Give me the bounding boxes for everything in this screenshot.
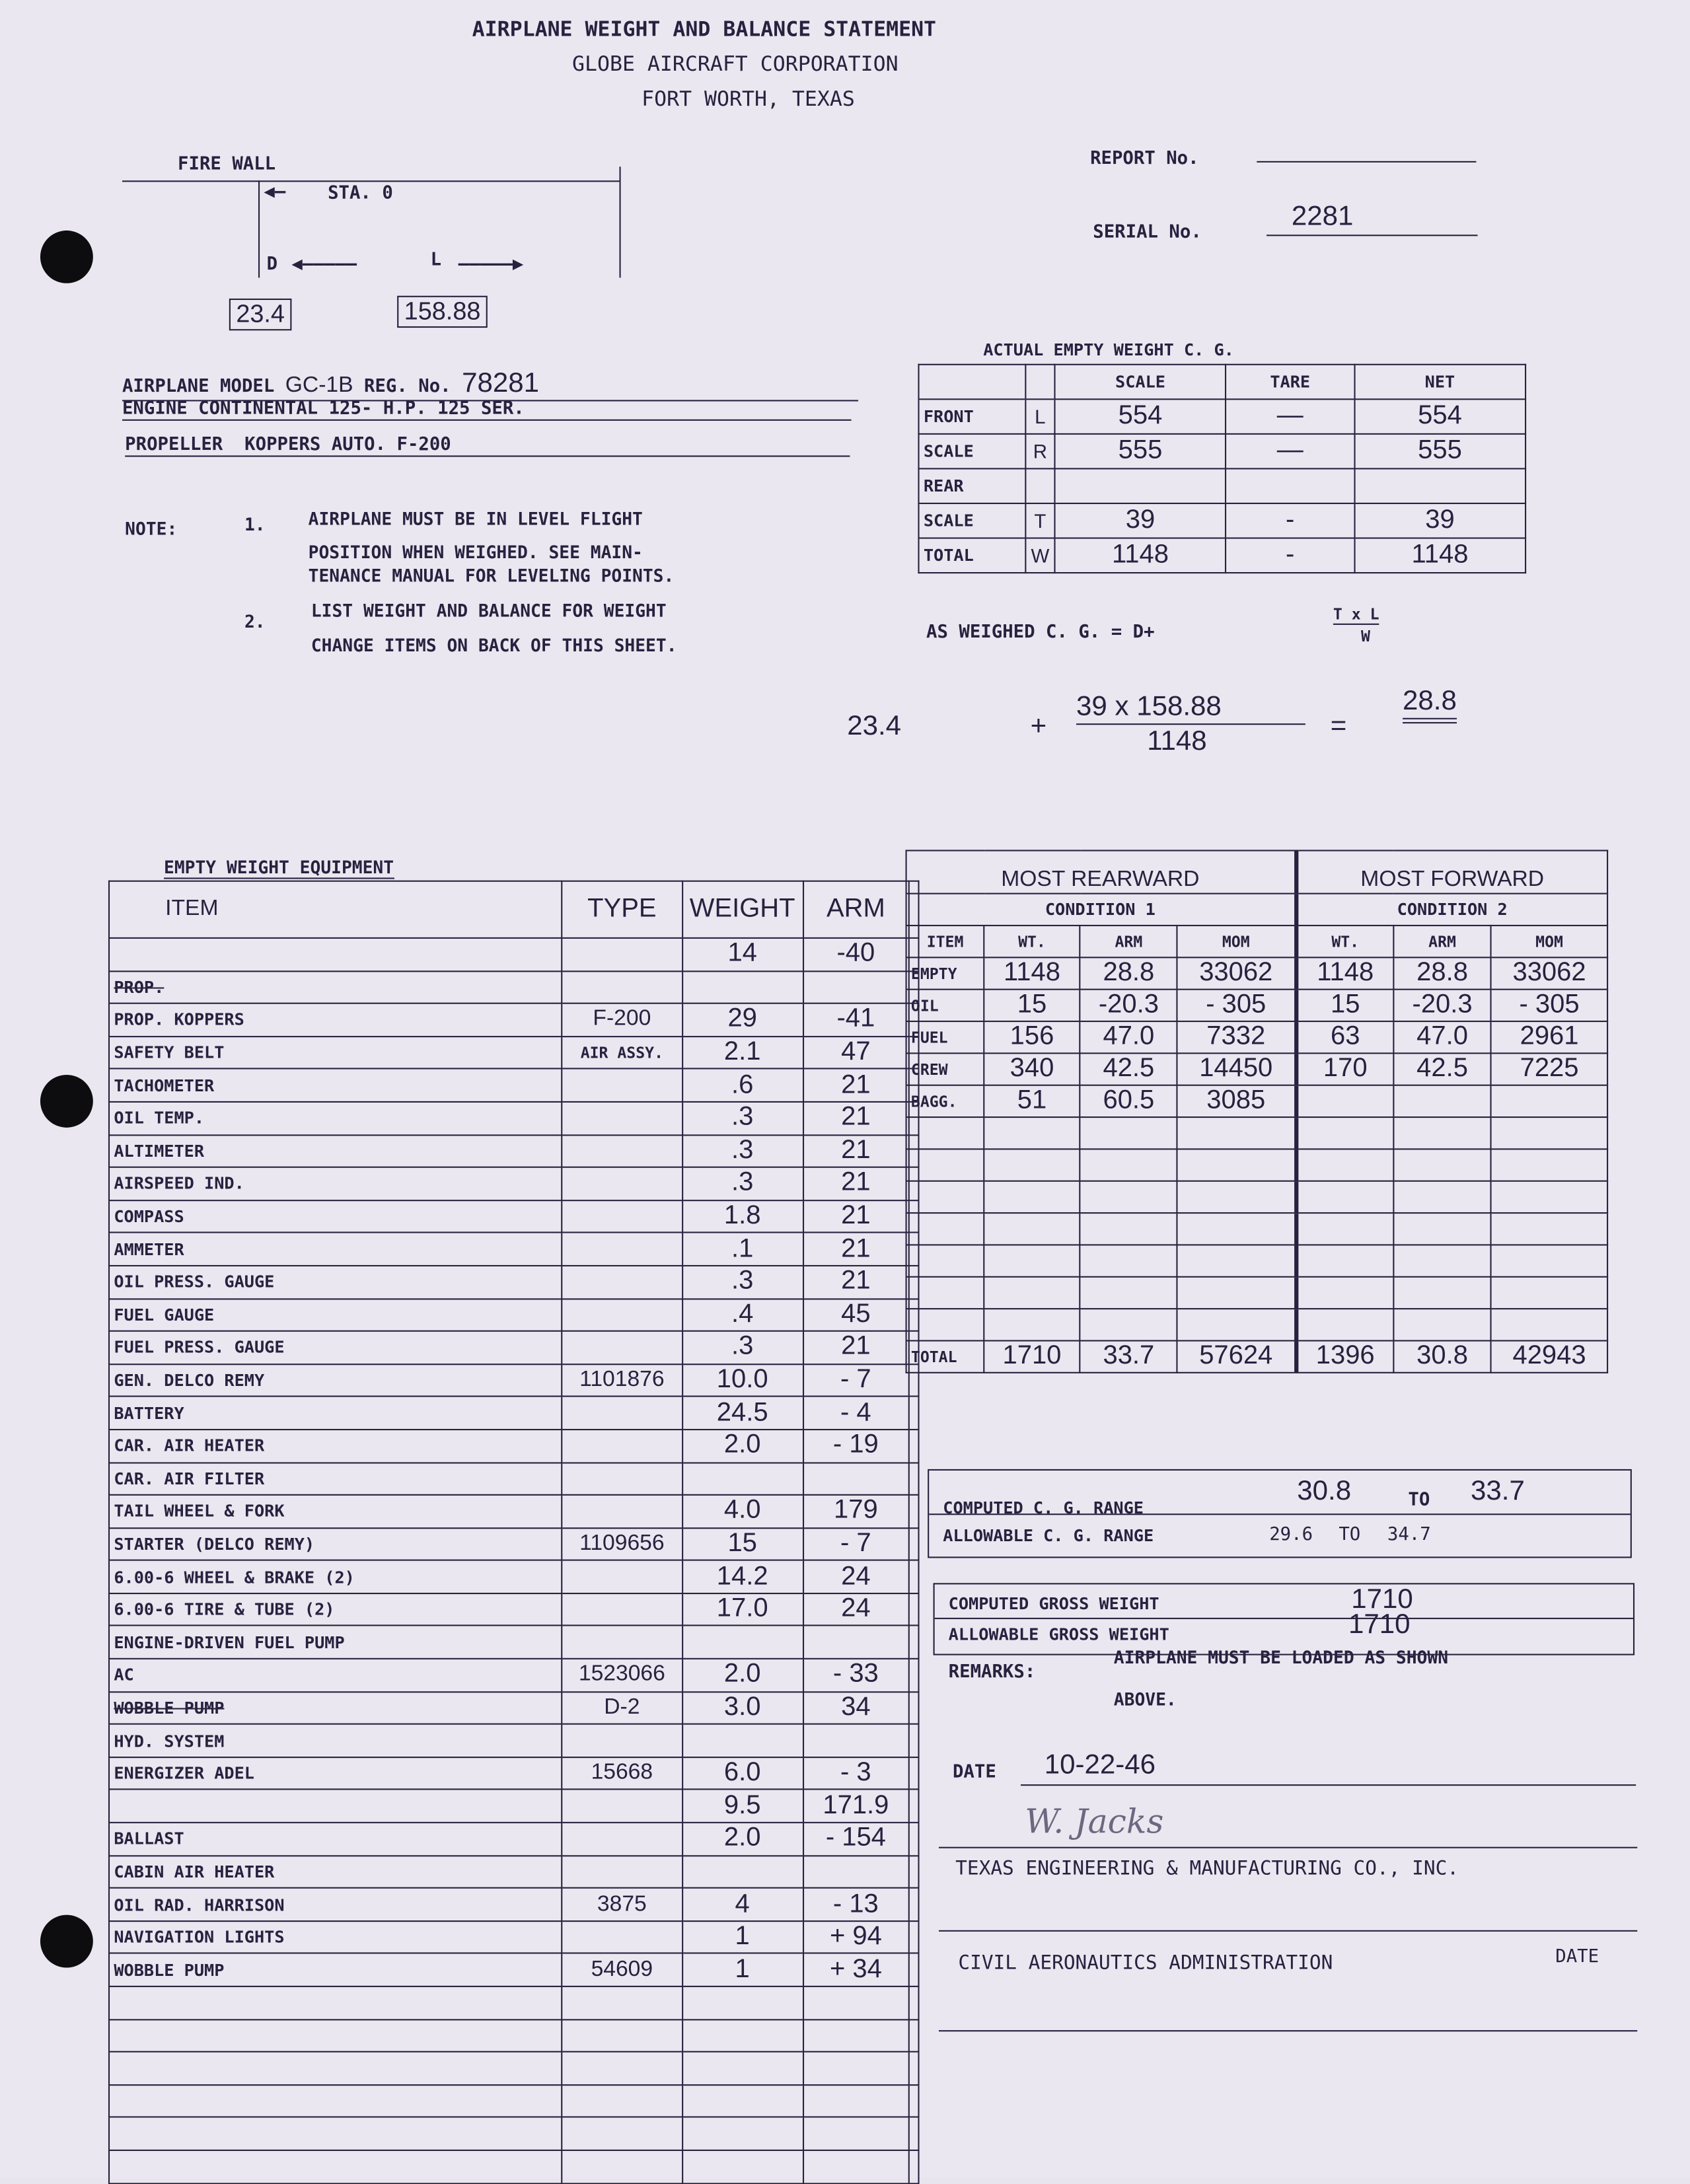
loading-value: 51: [984, 1085, 1080, 1117]
equipment-type: [562, 1856, 682, 1889]
equipment-row: [109, 1888, 918, 1921]
equipment-weight: 14: [682, 938, 803, 971]
equipment-row: [109, 1593, 918, 1626]
loading-value: 3085: [1177, 1085, 1296, 1117]
loading-value: 156: [984, 1021, 1080, 1053]
equipment-row: [109, 1331, 918, 1364]
equipment-weight: 1: [682, 1921, 803, 1954]
equipment-arm: -40: [803, 938, 909, 971]
actual-weight-row: [918, 538, 1525, 573]
equipment-row: [109, 1724, 918, 1757]
equipment-arm: - 19: [803, 1430, 909, 1463]
equipment-weight: .3: [682, 1331, 803, 1364]
equipment-weight: .3: [682, 1102, 803, 1135]
equipment-arm: [803, 1462, 909, 1495]
equipment-item: ALTIMETER: [109, 1134, 562, 1167]
equipment-item: WOBBLE PUMP: [109, 1692, 562, 1725]
equipment-arm: 21: [803, 1266, 909, 1299]
equipment-weight: 1: [682, 1953, 803, 1986]
loading-value: -20.3: [1393, 990, 1491, 1021]
loading-value: 2961: [1491, 1021, 1607, 1053]
airplane-model-line: AIRPLANE MODEL GC-1B REG. No. 78281: [122, 368, 858, 401]
equipment-arm: 24: [803, 1593, 909, 1626]
equipment-arm: 45: [803, 1298, 909, 1331]
net-value: 555: [1354, 434, 1525, 469]
equipment-row: [109, 1659, 918, 1692]
loading-value: 33062: [1177, 957, 1296, 989]
equipment-row: [109, 1134, 918, 1167]
equipment-arm: - 154: [803, 1823, 909, 1856]
equipment-weight: [682, 1856, 803, 1889]
equipment-type: [562, 1397, 682, 1430]
remarks-text-2: ABOVE.: [1113, 1689, 1177, 1710]
column-header: ARM: [1393, 926, 1491, 957]
equipment-item: OIL RAD. HARRISON: [109, 1888, 562, 1921]
equipment-title: EMPTY WEIGHT EQUIPMENT: [164, 857, 394, 879]
loading-value: - 305: [1177, 990, 1296, 1021]
tare-value: [1226, 468, 1354, 503]
equipment-weight: 2.0: [682, 1430, 803, 1463]
equipment-type: 15668: [562, 1757, 682, 1790]
loading-value: 14450: [1177, 1053, 1296, 1085]
punch-hole: [40, 231, 93, 283]
equipment-weight: .6: [682, 1069, 803, 1102]
total-label: TOTAL: [906, 1340, 984, 1372]
equipment-type: 54609: [562, 1953, 682, 1986]
net-value: 554: [1354, 399, 1525, 434]
equipment-item: OIL PRESS. GAUGE: [109, 1266, 562, 1299]
equipment-item: PROP. KOPPERS: [109, 1003, 562, 1037]
station-label: STA. 0: [328, 183, 393, 204]
equipment-item: STARTER (DELCO REMY): [109, 1528, 562, 1561]
location: FORT WORTH, TEXAS: [642, 86, 855, 112]
equipment-item: CAR. AIR HEATER: [109, 1430, 562, 1463]
actual-weight-row: [918, 434, 1525, 469]
column-header: WT.: [1296, 926, 1393, 957]
loading-value: 42.5: [1080, 1053, 1177, 1085]
net-value: 1148: [1354, 538, 1525, 573]
tare-value: -: [1226, 538, 1354, 573]
equipment-item: WOBBLE PUMP: [109, 1953, 562, 1986]
equipment-type: [562, 1921, 682, 1954]
equipment-type: [562, 1593, 682, 1626]
equipment-item: TACHOMETER: [109, 1069, 562, 1102]
equipment-arm: 34: [803, 1692, 909, 1725]
equipment-row: [109, 1003, 918, 1037]
loading-value: - 305: [1491, 990, 1607, 1021]
actual-cg-title: ACTUAL EMPTY WEIGHT C. G.: [983, 340, 1234, 360]
equipment-row: [109, 1790, 918, 1823]
manufacturer: TEXAS ENGINEERING & MANUFACTURING CO., INC.: [955, 1858, 1459, 1881]
caa-date-label: DATE: [1555, 1947, 1599, 1968]
loading-value: 60.5: [1080, 1085, 1177, 1117]
equipment-item: CABIN AIR HEATER: [109, 1856, 562, 1889]
remarks-text: AIRPLANE MUST BE LOADED AS SHOWN: [1113, 1646, 1449, 1668]
scale-key: T: [1025, 503, 1054, 538]
equipment-item: [109, 1790, 562, 1823]
l-label: L: [430, 250, 442, 271]
fire-wall-label: FIRE WALL: [178, 154, 276, 175]
equipment-row: [109, 1626, 918, 1659]
tare-value: -: [1226, 503, 1354, 538]
equipment-arm: - 13: [803, 1888, 909, 1921]
equipment-weight: 29: [682, 1003, 803, 1037]
equipment-row: [109, 1953, 918, 1986]
equipment-item: PROP.: [109, 970, 562, 1003]
equipment-row: [109, 1921, 918, 1954]
loading-value: 28.8: [1393, 957, 1491, 989]
equipment-type: [562, 1331, 682, 1364]
loading-row: [906, 957, 1608, 989]
formula-denominator: W: [1360, 628, 1370, 646]
formula-numerator: T x L: [1333, 605, 1379, 624]
equipment-arm: 47: [803, 1037, 909, 1070]
loading-value: 63: [1296, 1021, 1393, 1053]
equipment-row: [109, 1364, 918, 1397]
loading-value: 28.8: [1080, 957, 1177, 989]
equipment-row: [109, 938, 918, 971]
punch-hole: [40, 1915, 93, 1968]
equipment-type: 3875: [562, 1888, 682, 1921]
d-value: 23.4: [229, 299, 292, 330]
scale-group: TOTAL: [918, 538, 1025, 573]
equipment-weight: .3: [682, 1134, 803, 1167]
scale-group: SCALE: [918, 434, 1025, 469]
equipment-row: [109, 1037, 918, 1070]
serial-no: 2281: [1291, 201, 1354, 233]
equipment-weight: 24.5: [682, 1397, 803, 1430]
equipment-item: ENERGIZER ADEL: [109, 1757, 562, 1790]
loading-row: [906, 1021, 1608, 1053]
equipment-weight: 10.0: [682, 1364, 803, 1397]
equipment-weight: 15: [682, 1528, 803, 1561]
cg-formula: AS WEIGHED C. G. = D+: [926, 622, 1155, 643]
equipment-arm: [803, 1626, 909, 1659]
equipment-row: [109, 1462, 918, 1495]
equipment-type: [562, 1298, 682, 1331]
net-value: [1354, 468, 1525, 503]
equipment-item: CAR. AIR FILTER: [109, 1462, 562, 1495]
actual-weight-row: [918, 503, 1525, 538]
equipment-arm: 21: [803, 1134, 909, 1167]
equipment-weight: [682, 1724, 803, 1757]
equipment-weight: .1: [682, 1233, 803, 1266]
total-row: [906, 1340, 1608, 1372]
loading-value: 7225: [1491, 1053, 1607, 1085]
equipment-row: [109, 1528, 918, 1561]
equipment-type: AIR ASSY.: [562, 1037, 682, 1070]
equipment-weight: 2.0: [682, 1823, 803, 1856]
equipment-type: [562, 1724, 682, 1757]
loading-value: 340: [984, 1053, 1080, 1085]
caa-label: CIVIL AERONAUTICS ADMINISTRATION: [958, 1952, 1333, 1975]
equipment-row: [109, 1560, 918, 1593]
equipment-type: [562, 1560, 682, 1593]
loading-item: CREW: [906, 1053, 984, 1085]
equipment-row: [109, 1266, 918, 1299]
loading-value: 15: [984, 990, 1080, 1021]
equipment-weight: 17.0: [682, 1593, 803, 1626]
loading-value: 170: [1296, 1053, 1393, 1085]
equipment-row: [109, 1069, 918, 1102]
equipment-type: [562, 938, 682, 971]
equipment-row: [109, 970, 918, 1003]
gross-weight-box: COMPUTED GROSS WEIGHT 1710 ALLOWABLE GROSS WEIGHT 1710: [934, 1583, 1635, 1655]
equipment-type: [562, 1102, 682, 1135]
loading-row: [906, 990, 1608, 1021]
equipment-weight: 9.5: [682, 1790, 803, 1823]
scale-value: 1148: [1054, 538, 1226, 573]
equipment-arm: 24: [803, 1560, 909, 1593]
loading-conditions-table: MOST REARWARD MOST FORWARD CONDITION 1 CONDITION 2 ITEM WT. ARM MOM WT. ARM MOM EMPTY 1148 28.8 33062 1148 28.8 33062 OIL 15 -20.3 - 305 15 -20.3 - 305 FUEL 156 47.0 7332 63 47.0 2961 CREW 340 42.5 14450 170 42.5 7225 BAGG. 51 60.5 3085 TOTAL 1710 33.7 57624 1396 30.8 42943: [906, 850, 1609, 1373]
scale-group: FRONT: [918, 399, 1025, 434]
equipment-arm: 21: [803, 1167, 909, 1200]
equipment-type: [562, 1167, 682, 1200]
equipment-row: [109, 1102, 918, 1135]
loading-row: [906, 1053, 1608, 1085]
equipment-item: HYD. SYSTEM: [109, 1724, 562, 1757]
scale-key: L: [1025, 399, 1054, 434]
actual-weight-row: [918, 399, 1525, 434]
equipment-row: [109, 1757, 918, 1790]
loading-item: BAGG.: [906, 1085, 984, 1117]
column-header: ITEM: [906, 926, 984, 957]
loading-value: [1393, 1085, 1491, 1117]
equipment-weight: [682, 1626, 803, 1659]
equipment-type: [562, 1134, 682, 1167]
equipment-type: [562, 1233, 682, 1266]
equipment-item: FUEL GAUGE: [109, 1298, 562, 1331]
loading-row: [906, 1085, 1608, 1117]
serial-no-label: SERIAL No.: [1093, 222, 1202, 243]
loading-value: 7332: [1177, 1021, 1296, 1053]
loading-item: EMPTY: [906, 957, 984, 989]
equipment-item: TAIL WHEEL & FORK: [109, 1495, 562, 1528]
equipment-item: AIRSPEED IND.: [109, 1167, 562, 1200]
total-value: 1710: [984, 1340, 1080, 1372]
equipment-arm: 21: [803, 1102, 909, 1135]
total-value: 42943: [1491, 1340, 1607, 1372]
loading-value: 47.0: [1080, 1021, 1177, 1053]
equipment-type: [562, 1462, 682, 1495]
equipment-row: [109, 1298, 918, 1331]
equipment-type: [562, 1626, 682, 1659]
engine-line: ENGINE CONTINENTAL 125- H.P. 125 SER.: [122, 398, 852, 421]
equipment-item: BATTERY: [109, 1397, 562, 1430]
equipment-type: [562, 1200, 682, 1233]
equipment-item: ENGINE-DRIVEN FUEL PUMP: [109, 1626, 562, 1659]
equipment-item: AC: [109, 1659, 562, 1692]
date-label: DATE: [952, 1762, 996, 1783]
total-value: 30.8: [1393, 1340, 1491, 1372]
equipment-arm: 179: [803, 1495, 909, 1528]
scale-group: SCALE: [918, 503, 1025, 538]
equipment-arm: - 7: [803, 1528, 909, 1561]
equipment-item: 6.00-6 TIRE & TUBE (2): [109, 1593, 562, 1626]
equipment-weight: [682, 970, 803, 1003]
actual-weight-row: [918, 468, 1525, 503]
equipment-type: [562, 1823, 682, 1856]
equipment-row: [109, 1200, 918, 1233]
date-value: 10-22-46: [1044, 1749, 1156, 1780]
column-header: WT.: [984, 926, 1080, 957]
equipment-item: 6.00-6 WHEEL & BRAKE (2): [109, 1560, 562, 1593]
equipment-arm: - 3: [803, 1757, 909, 1790]
loading-value: 15: [1296, 990, 1393, 1021]
scale-key: W: [1025, 538, 1054, 573]
equipment-row: [109, 1856, 918, 1889]
loading-value: 1148: [984, 957, 1080, 989]
equipment-type: 1523066: [562, 1659, 682, 1692]
scale-value: [1054, 468, 1226, 503]
d-label: D: [266, 254, 278, 275]
equipment-arm: - 33: [803, 1659, 909, 1692]
equipment-item: AMMETER: [109, 1233, 562, 1266]
equipment-weight: 1.8: [682, 1200, 803, 1233]
equipment-table: ITEM TYPE WEIGHT ARM 14 -40 PROP. PROP. KOPPERS F-200 29 -41 SAFETY BELT AIR ASSY. 2.1 47 TACHOMETER .6 21 OIL TEMP. .3 21 ALTIMETER .3 21 AIRSPEED IND. .3 21 COMPASS 1.8 21 AMMETER .1 21 OIL PRESS. GAUGE .3 21 FUEL GAUGE .4 45 FUEL PRESS. GAUGE .3 21 GEN. DELCO REMY 1101876 10.0 - 7 BATTERY 24.5 - 4 CAR. AIR HEATER 2.0 - 19 CAR. AIR FILTER TAIL WHEEL & FORK 4.0 179 STARTER (DELCO REMY) 1109656 15 - 7 6.00-6 WHEEL & BRAKE (2) 14.2 24 6.00-6 TIRE & TUBE (2) 17.0 24 ENGINE-DRIVEN FUEL PUMP AC 1523066 2.0 - 33 WOBBLE PUMP D-2 3.0 34 HYD. SYSTEM ENERGIZER ADEL 15668 6.0 - 3 9.5 171.9 BALLAST 2.0 - 154 CABIN AIR HEATER OIL RAD. HARRISON 3875 4 - 13 NAVIGATION LIGHTS 1 + 94 WOBBLE PUMP 54609 1 + 34: [108, 881, 920, 2184]
total-value: 1396: [1296, 1340, 1393, 1372]
scale-key: [1025, 468, 1054, 503]
equipment-arm: - 4: [803, 1397, 909, 1430]
equipment-type: [562, 1069, 682, 1102]
l-value: 158.88: [397, 296, 488, 328]
doc-title: AIRPLANE WEIGHT AND BALANCE STATEMENT: [472, 17, 937, 42]
signature: W. Jacks: [1025, 1802, 1164, 1842]
equipment-type: 1109656: [562, 1528, 682, 1561]
loading-value: 1148: [1296, 957, 1393, 989]
equipment-arm: 171.9: [803, 1790, 909, 1823]
loading-value: -20.3: [1080, 990, 1177, 1021]
total-value: 57624: [1177, 1340, 1296, 1372]
cg-range-box: COMPUTED C. G. RANGE 30.8 TO 33.7 ALLOWABLE C. G. RANGE 29.6 TO 34.7: [928, 1469, 1632, 1558]
net-value: 39: [1354, 503, 1525, 538]
equipment-weight: 3.0: [682, 1692, 803, 1725]
equipment-type: [562, 1495, 682, 1528]
equipment-weight: 6.0: [682, 1757, 803, 1790]
equipment-row: [109, 1167, 918, 1200]
equipment-row: [109, 1430, 918, 1463]
equipment-type: [562, 970, 682, 1003]
equipment-item: OIL TEMP.: [109, 1102, 562, 1135]
equipment-weight: 14.2: [682, 1560, 803, 1593]
equipment-arm: [803, 1856, 909, 1889]
column-header: MOM: [1177, 926, 1296, 957]
equipment-item: COMPASS: [109, 1200, 562, 1233]
equipment-arm: + 34: [803, 1953, 909, 1986]
equipment-type: F-200: [562, 1003, 682, 1037]
equipment-weight: .4: [682, 1298, 803, 1331]
equipment-weight: .3: [682, 1266, 803, 1299]
scale-group: REAR: [918, 468, 1025, 503]
loading-value: 47.0: [1393, 1021, 1491, 1053]
equipment-type: [562, 1790, 682, 1823]
equipment-weight: 2.0: [682, 1659, 803, 1692]
equipment-arm: [803, 970, 909, 1003]
equipment-arm: 21: [803, 1200, 909, 1233]
equipment-type: 1101876: [562, 1364, 682, 1397]
loading-item: OIL: [906, 990, 984, 1021]
actual-weight-table: SCALE TARE NET FRONT L 554 — 554 SCALE R 555 — 555 REAR SCALE T 39 - 39 TOTAL W 1148 - 1148: [918, 364, 1526, 573]
equipment-row: [109, 1823, 918, 1856]
equipment-weight: 2.1: [682, 1037, 803, 1070]
propeller-line: PROPELLER KOPPERS AUTO. F-200: [125, 435, 850, 457]
scale-key: R: [1025, 434, 1054, 469]
loading-value: [1296, 1085, 1393, 1117]
equipment-row: [109, 1495, 918, 1528]
equipment-type: D-2: [562, 1692, 682, 1725]
company: GLOBE AIRCRAFT CORPORATION: [572, 51, 899, 77]
equipment-item: BALLAST: [109, 1823, 562, 1856]
loading-value: 42.5: [1393, 1053, 1491, 1085]
loading-item: FUEL: [906, 1021, 984, 1053]
equipment-weight: .3: [682, 1167, 803, 1200]
weight-balance-statement: AIRPLANE WEIGHT AND BALANCE STATEMENT GLOBE AIRCRAFT CORPORATION FORT WORTH, TEXAS FIRE WALL ◀— STA. 0 D ◀————— L —————▶ 23.4 158.88 REPORT No. SERIAL No. 2281 AIRPLANE MODEL GC-1B REG. No. 78281 ENGINE CONTINENTAL 125- H.P. 125 SER. PROPELLER KOPPERS AUTO. F-200 NOTE: 1. AIRPLANE MUST BE IN LEVEL FLIGHT POSITION WHEN WEIGHED. SEE MAIN- TENANCE MANUAL FOR LEVELING POINTS. 2. LIST WEIGHT AND BALANCE FOR WEIGHT CHANGE ITEMS ON BACK OF THIS SHEET. ACTUAL EMPTY WEIGHT C. G. SCALE TARE NET FRONT L 554 — 554 SCALE R 555 — 555 REAR SCALE T 39 - 39 TOTAL W 1148 - 1148 AS WEIGHED C. G. = D+ T x L W 23.4 + 39 x 158.88 1148 = 28.8 EMPTY WEIGHT EQUIPMENT ITEM TYPE WEIGHT ARM 14 -40 PROP. PROP. KOPPERS F-200 29 -41 SAFETY BELT AIR ASSY. 2.1 47 TACHOMETER .6 21 OIL TEMP. .3 21 ALTIMETER .3 21 AIRSPEED IND. .3 21 COMPASS 1.8 21 AMMETER .1 21 OIL PRESS. GAUGE .3 21 FUEL GAUGE .4 45 FUEL PRESS. GAUGE .3 21 GEN. DELCO REMY 1101876 10.0 - 7 BATTERY 24.5 - 4 CAR. AIR HEATER 2.0 - 19 CAR. AIR FILTER TAIL WHEEL & FORK 4.0 179 STARTER (DELCO REMY) 1109656 15 - 7 6.00-6 WHEEL & BRAKE (2) 14.2 24 6.00-6 TIRE & TUBE (2) 17.0 24 ENGINE-DRIVEN FUEL PUMP AC 1523066 2.0 - 33 WOBBLE PUMP D-2 3.0 34 HYD. SYSTEM ENERGIZER ADEL 15668 6.0 - 3 9.5 171.9 BALLAST 2.0 - 154 CABIN AIR HEATER OIL RAD. HARRISON 3875 4 - 13 NAVIGATION LIGHTS 1 + 94 WOBBLE PUMP 54609 1 + 34 MOST REARWARD MOST FORWARD CONDITION 1 CONDITION 2 ITEM WT. ARM MOM WT. ARM MOM EMPTY 1148 28.8 33062 1148 28.8 33062 OIL 15 -20.3 - 305 15 -20.3 - 305 FUEL 156 47.0 7332 63 47.0 2961 CREW 340 42.5 14450 170 42.5 7225 BAGG. 51 60.5 3085 TOTAL 1710 33.7 57624 1396 30.8 42943 COMPUTED C. G. RANGE 30.8 TO 33.7 ALLOWABLE C. G. RANGE 29.6 TO 34.7 COMPUTED GROSS WEIGHT 1710 ALLOWABLE GROSS WEIGHT 1710 REMARKS: AIRPLANE MUST BE LOADED AS SHOWN ABOVE. DATE 10-22-46 W. Jacks TEXAS ENGINEERING & MANUFACTURING CO., INC. CIVIL AERONAUTICS ADMINISTRATION DATE: [0, 0, 1690, 2177]
equipment-weight: 4: [682, 1888, 803, 1921]
equipment-row: [109, 1233, 918, 1266]
punch-hole: [40, 1075, 93, 1128]
scale-value: 554: [1054, 399, 1226, 434]
equipment-arm: - 7: [803, 1364, 909, 1397]
equipment-arm: 21: [803, 1233, 909, 1266]
remarks-label: REMARKS:: [948, 1662, 1036, 1683]
equipment-type: [562, 1266, 682, 1299]
column-header: ARM: [1080, 926, 1177, 957]
column-header: MOM: [1491, 926, 1607, 957]
tare-value: —: [1226, 434, 1354, 469]
equipment-arm: 21: [803, 1331, 909, 1364]
equipment-type: [562, 1430, 682, 1463]
equipment-arm: 21: [803, 1069, 909, 1102]
scale-value: 555: [1054, 434, 1226, 469]
equipment-arm: + 94: [803, 1921, 909, 1954]
equipment-weight: 4.0: [682, 1495, 803, 1528]
equipment-item: GEN. DELCO REMY: [109, 1364, 562, 1397]
report-no-label: REPORT No.: [1090, 148, 1199, 170]
total-value: 33.7: [1080, 1340, 1177, 1372]
equipment-item: SAFETY BELT: [109, 1037, 562, 1070]
loading-value: 33062: [1491, 957, 1607, 989]
equipment-row: [109, 1692, 918, 1725]
scale-value: 39: [1054, 503, 1226, 538]
equipment-item: [109, 938, 562, 971]
equipment-weight: [682, 1462, 803, 1495]
equipment-arm: [803, 1724, 909, 1757]
equipment-row: [109, 1397, 918, 1430]
equipment-arm: -41: [803, 1003, 909, 1037]
equipment-item: NAVIGATION LIGHTS: [109, 1921, 562, 1954]
equipment-item: FUEL PRESS. GAUGE: [109, 1331, 562, 1364]
loading-value: [1491, 1085, 1607, 1117]
tare-value: —: [1226, 399, 1354, 434]
